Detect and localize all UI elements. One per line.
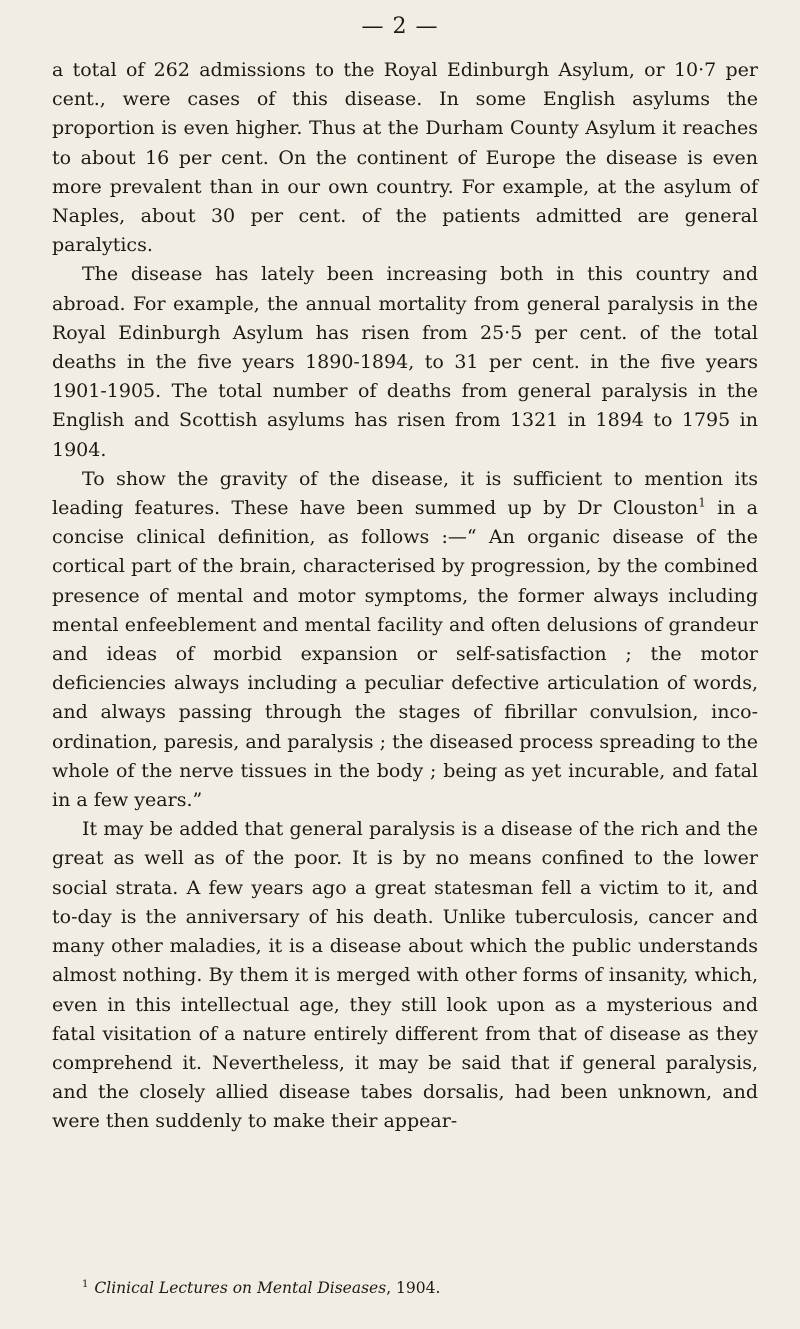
- footnote-year: , 1904.: [386, 1279, 441, 1297]
- page-number: — 2 —: [361, 14, 439, 39]
- footnote-reference[interactable]: 1: [698, 495, 706, 510]
- paragraph-definition: [52, 465, 758, 815]
- paragraph-increase: The disease has lately been increasing both in this country and abroad. For example, the annual mortality from general paralysis in the Royal Edinburgh Asylum has risen from 25·5 per cent. of the total deaths in the five years 1890-1894, to 31 per cent. in the five years 1901-1905. The total number of deaths from general paralysis in the English and Scottish asylums has risen from 1321 in 1894 to 1795 in 1904.: [52, 263, 758, 461]
- definition-quote-text: in a concise clinical definition, as follows :—“ An organic disease of the cortical part of the brain, characterised by progression, by the combined presence of mental and motor symptoms, the former always including mental enfeeblement and mental facility and often delusions of grandeur and ideas of morbid expansion or self-satisfaction ; the motor deficiencies always including a peculiar defective articulation of words, and always passing through the stages of fibrillar convulsion, inco-ordination, paresis, and paralysis ; the diseased process spreading to the whole of the nerve tissues in the body ; being as yet incurable, and fatal in a few years.”: [52, 497, 758, 812]
- footnote: [82, 1277, 758, 1299]
- body-text: [52, 56, 758, 1137]
- paragraph-admissions: a total of 262 admissions to the Royal Edinburgh Asylum, or 10·7 per cent., were cases of this disease. In some English asylums the proportion is even higher. Thus at the Durham County Asylum it reaches to about 16 per cent. On the continent of Europe the disease is even more prevalent than in our own country. For example, at the asylum of Naples, about 30 per cent. of the patients admitted are general paralytics.: [52, 59, 758, 257]
- paragraph-social: It may be added that general paralysis is a disease of the rich and the great as well as of the poor. It is by no means confined to the lower social strata. A few years ago a great statesman fell a victim to it, and to-day is the anniversary of his death. Unlike tuberculosis, cancer and many other maladies, it is a disease about which the public understands almost nothing. By them it is merged with other forms of insanity, which, even in this intellectual age, they still look upon as a mysterious and fatal visitation of a nature entirely different from that of disease as they comprehend it. Nevertheless, it may be said that if general paralysis, and the closely allied disease tabes dorsalis, had been unknown, and were then suddenly to make their appear-: [52, 818, 758, 1133]
- definition-lead-text: To show the gravity of the disease, it is sufficient to mention its leading features. These have been summed up by Dr Clouston: [52, 467, 758, 520]
- footnote-title: Clinical Lectures on Mental Diseases: [94, 1279, 387, 1297]
- footnote-mark: 1: [82, 1278, 89, 1290]
